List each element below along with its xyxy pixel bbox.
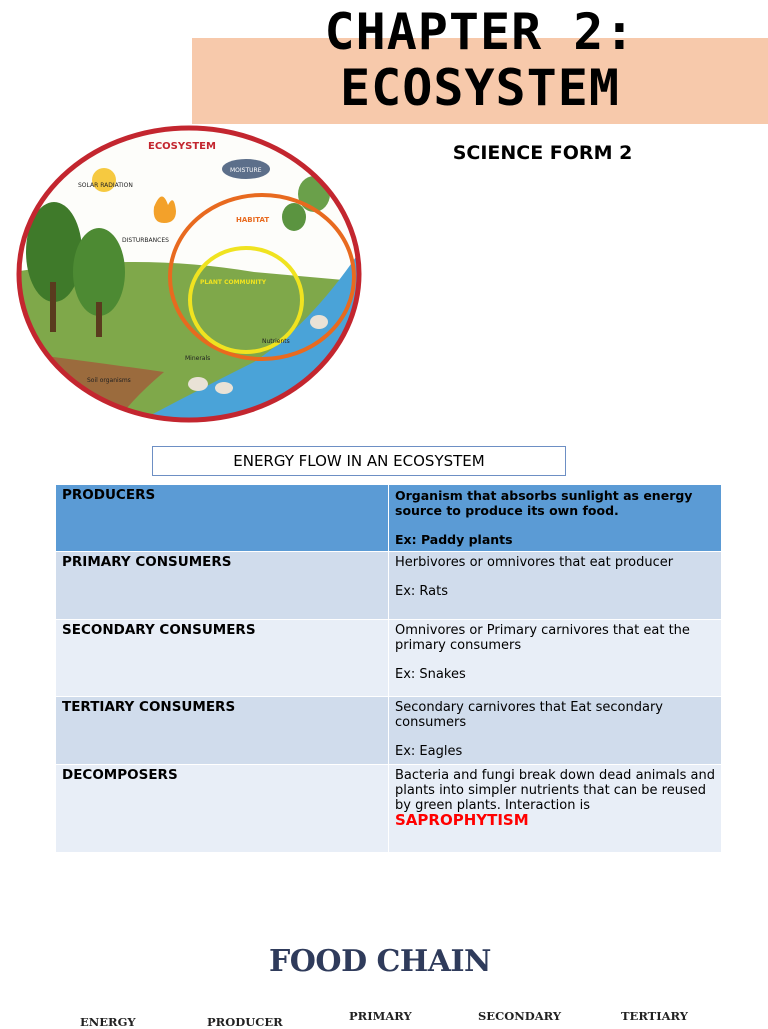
- label-solar: SOLAR RADIATION: [78, 182, 133, 189]
- label-disturbances: DISTURBANCES: [122, 237, 169, 244]
- table-row: [56, 485, 722, 552]
- desc-cell: [389, 620, 722, 697]
- energy-flow-title: ENERGY FLOW IN AN ECOSYSTEM: [152, 446, 566, 476]
- desc-text: Secondary carnivores that Eat secondary consumers: [395, 700, 663, 730]
- desc-cell: [389, 697, 722, 765]
- diagram-title: ECOSYSTEM: [148, 141, 216, 152]
- desc-cell: [389, 552, 722, 620]
- title-line-2: ECOSYSTEM: [340, 59, 620, 117]
- food-chain-label-secondary: SECONDARY: [478, 1009, 562, 1023]
- desc-cell: [389, 485, 722, 552]
- example-text: Ex: Paddy plants: [395, 532, 513, 547]
- label-plant-community: PLANT COMMUNITY: [200, 279, 267, 286]
- term-cell: DECOMPOSERS: [56, 765, 389, 853]
- desc-cell: [389, 765, 722, 853]
- label-nutrients: Nutrients: [262, 338, 290, 345]
- food-chain-label-primary: PRIMARY: [349, 1009, 412, 1023]
- page-title: [192, 4, 768, 116]
- label-habitat: HABITAT: [236, 216, 270, 224]
- subtitle: SCIENCE FORM 2: [452, 142, 633, 164]
- title-line-1: CHAPTER 2:: [324, 3, 636, 61]
- saprophytism-highlight: SAPROPHYTISM: [395, 811, 529, 829]
- desc-text: Bacteria and fungi break down dead animals and plants into simpler nutrients that can be reused by green plants. Interaction is: [395, 768, 715, 813]
- table-row: [56, 620, 722, 697]
- food-chain-label-producer: PRODUCER: [207, 1015, 283, 1029]
- food-chain-title: FOOD CHAIN: [269, 944, 491, 979]
- table-row: [56, 765, 722, 853]
- label-minerals: Minerals: [185, 355, 211, 362]
- example-text: Ex: Eagles: [395, 744, 463, 759]
- example-text: Ex: Snakes: [395, 667, 466, 682]
- desc-text: Omnivores or Primary carnivores that eat the primary consumers: [395, 623, 690, 653]
- energy-flow-table: [55, 484, 722, 853]
- term-cell: TERTIARY CONSUMERS: [56, 697, 389, 765]
- example-text: Ex: Rats: [395, 584, 449, 599]
- table-row: [56, 697, 722, 765]
- term-cell: PRODUCERS: [56, 485, 389, 552]
- food-chain-label-tertiary: TERTIARY: [621, 1009, 688, 1023]
- desc-text: Organism that absorbs sunlight as energy source to produce its own food.: [395, 488, 693, 518]
- term-cell: SECONDARY CONSUMERS: [56, 620, 389, 697]
- label-soil-organisms: Soil organisms: [87, 377, 131, 384]
- label-moisture: MOISTURE: [230, 167, 262, 174]
- term-cell: PRIMARY CONSUMERS: [56, 552, 389, 620]
- table-row: [56, 552, 722, 620]
- food-chain-label-energy: ENERGY: [80, 1015, 136, 1029]
- ecosystem-diagram: [14, 122, 366, 424]
- desc-text: Herbivores or omnivores that eat producer: [395, 555, 674, 570]
